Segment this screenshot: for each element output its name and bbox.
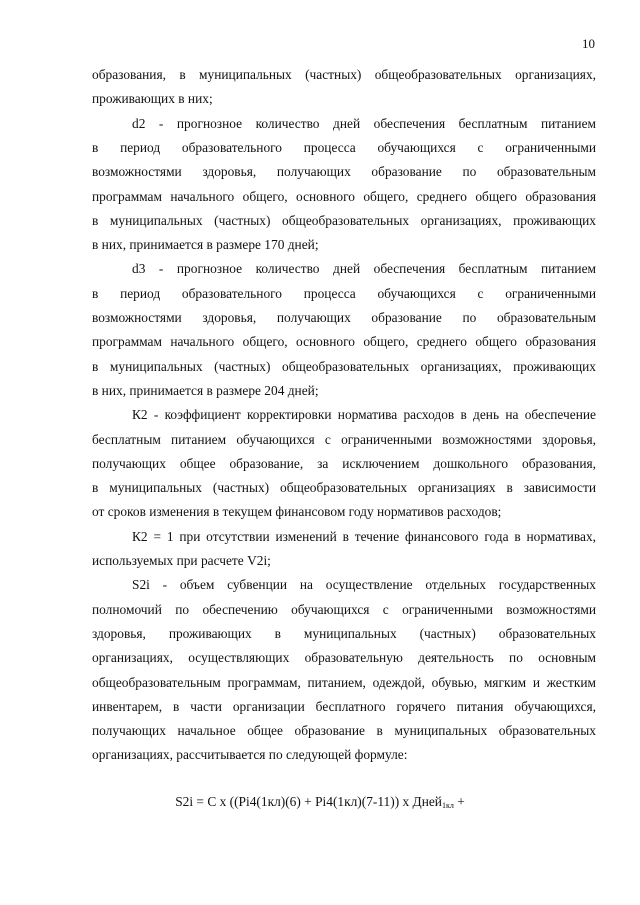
- text-line: полномочий по обеспечению обучающихся с ограниченными возможностями: [92, 601, 596, 617]
- text-line: получающих общее образование, за исключением дошкольного образования,: [92, 455, 596, 471]
- text-line: возможностями здоровья, получающих образование по образовательным: [92, 164, 596, 180]
- text-line: используемых при расчете V2i;: [92, 553, 271, 568]
- formula-main: S2i = С x ((Рi4(1кл)(6) + Рi4(1кл)(7-11)) x Дней: [175, 794, 442, 809]
- text-line: организациях, осуществляющих образовательную деятельность по основным: [92, 650, 596, 666]
- text-line: К2 - коэффициент корректировки норматива расходов в день на обеспечение: [132, 407, 596, 423]
- text-line: здоровья, проживающих в муниципальных (частных) образовательных: [92, 625, 596, 641]
- formula-subscript: 1кл: [441, 801, 454, 810]
- text-line: К2 = 1 при отсутствии изменений в течение финансового года в нормативах,: [132, 528, 596, 544]
- text-line: в муниципальных (частных) общеобразовательных организациях в зависимости: [92, 480, 596, 496]
- page-number: 10: [582, 36, 595, 51]
- text-line: в муниципальных (частных) общеобразовательных организациях, проживающих: [92, 212, 596, 228]
- text-line: возможностями здоровья, получающих образование по образовательным: [92, 310, 596, 325]
- text-line: инвентарем, в части организации бесплатного горячего питания обучающихся,: [92, 698, 596, 714]
- text-line: в них, принимается в размере 170 дней;: [92, 237, 319, 253]
- formula: [0, 793, 640, 814]
- text-line: бесплатным питанием обучающихся с ограниченными возможностями здоровья,: [92, 431, 596, 447]
- text-line: программам начального общего, основного общего, среднего общего образования: [92, 188, 596, 204]
- text-line: организациях, рассчитывается по следующей формуле:: [92, 747, 408, 763]
- text-line: в период образовательного процесса обучающихся с ограниченными: [92, 285, 596, 301]
- text-line: в них, принимается в размере 204 дней;: [92, 382, 319, 398]
- text-line: программам начального общего, основного общего, среднего общего образования: [92, 334, 596, 350]
- text-line: в период образовательного процесса обучающихся с ограниченными: [92, 139, 596, 155]
- text-line: от сроков изменения в текущем финансовом году нормативов расходов;: [92, 504, 502, 520]
- text-line: в муниципальных (частных) общеобразовательных организациях, проживающих: [92, 358, 596, 374]
- text-line: получающих начальное общее образование в муниципальных образовательных: [92, 723, 596, 739]
- text-line: d2 - прогнозное количество дней обеспечения бесплатным питанием: [132, 115, 596, 131]
- text-line: общеобразовательным программам, питанием, одеждой, обувью, мягким и жестким: [92, 674, 596, 690]
- text-line: S2i - объем субвенции на осуществление отдельных государственных: [132, 577, 596, 593]
- text-line: проживающих в них;: [92, 91, 213, 107]
- text-line: образования, в муниципальных (частных) общеобразовательных организациях,: [92, 67, 596, 82]
- text-line: d3 - прогнозное количество дней обеспечения бесплатным питанием: [132, 261, 596, 277]
- formula-tail: +: [453, 794, 465, 809]
